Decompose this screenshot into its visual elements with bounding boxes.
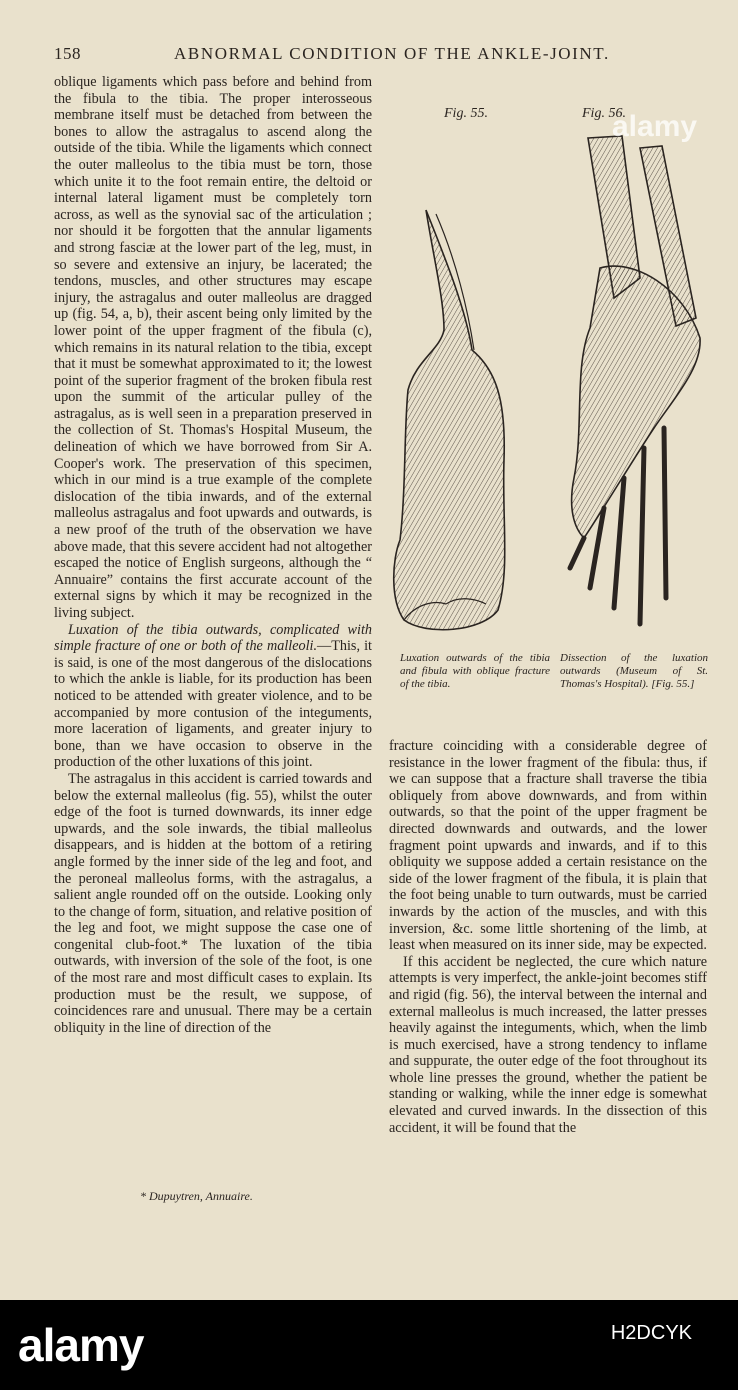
- right-paragraph-1: fracture coinciding with a considerable degree of resistance in the lower fragment of the fibula: thus, if we can suppose that a fracture shall traverse the tibia obliquely from above downwards, and from within outwards, so that the point of the upper fragment be directed downwards and outwards, and the lower fragment point upwards and inwards, and if to this obliquity we suppose added a certain resistance on the side of the lower fragment of the fibula, it is plain that the foot being unable to turn outwards, must be carried inwards by the action of the muscles, and with this inversion, &c. some little shortening of the limb, at least when measured on its inner side, may be expected.: [389, 738, 707, 954]
- page-number: 158: [54, 44, 81, 63]
- left-column: [54, 74, 372, 1036]
- right-column: [389, 738, 707, 1136]
- stock-logo: alamy: [18, 1319, 144, 1371]
- right-paragraph-2: If this accident be neglected, the cure which nature attempts is very imperfect, the ankle-joint becomes stiff and rigid (fig. 56), the interval between the internal and external malleolus is much increased, the latter presses heavily against the integuments, which, when the limb is much exercised, have a strong tendency to inflame and suppurate, the outer edge of the foot throughout its whole line presses the ground, whether the patient be standing or walking, while the inner edge is somewhat elevated and curved inwards. In the dissection of this accident, it will be found that the: [389, 953, 707, 1136]
- fig55-caption: Luxation outwards of the tibia and fibula with oblique fracture of the tibia.: [400, 652, 550, 690]
- fig55-illustration: [386, 200, 532, 640]
- footnote: * Dupuytren, Annuaire.: [140, 1189, 253, 1203]
- left-paragraph-1: oblique ligaments which pass before and behind from the fibula to the tibia. The proper interosseous membrane itself must be detached from between the bones to allow the astragalus to ascend along the outside of the tibia. While the ligaments which connect the outer malleolus to the tibia must be torn, those which unite it to the foot remain entire, the deltoid or internal lateral ligament must be completely torn across, as well as the synovial sac of the articulation ; nor should it be forgotten that the annular ligaments and strong fasciæ at the lower part of the leg, must, in so severe and extensive an injury, be lacerated; the tendons, muscles, and other structures may escape injury, the astragalus and outer malleolus are dragged up (fig. 54, a, b), their ascent being only limited by the lower point of the upper fragment of the fibula (c), which remains in its natural relation to the tibia, except that it must be somewhat approximated to it; the lowest point of the superior fragment of the broken fibula rest upon the summit of the articular pulley of the astragalus, as is well seen in a preparation preserved in the collection of St. Thomas's Hospital Museum, the delineation of which we have borrowed from Sir A. Cooper's work. The preservation of this specimen, which in our mind is a true example of the complete dislocation of the tibia inwards, and of the external malleolus astragalus and foot upwards and outwards, is a new proof of the truth of the observation we have above made, that this severe accident had not altogether escaped the notice of English surgeons, although the “ Annuaire” contains the first accurate account of the external signs by which it may be recognized in the living subject.: [54, 74, 372, 621]
- section-heading: Luxation of the tibia outwards, complicated with simple fracture of one or both of the malleoli.: [54, 621, 372, 655]
- image-id: H2DCYK: [610, 1322, 692, 1344]
- watermark-text: alamy: [612, 110, 698, 143]
- running-header: [54, 44, 714, 68]
- left-paragraph-2-body: —This, it is said, is one of the most dangerous of the dislocations to which the ankle is liable, for its production has been noticed to be attended with greater violence, and to be accompanied by more contusion of the integuments, more laceration of ligaments, and greater injury to bone, than we have occasion to observe in the production of the other luxations of this joint.: [54, 638, 373, 771]
- fig56-label: Fig. 56.: [582, 106, 626, 121]
- left-paragraph-2: [54, 622, 372, 771]
- fig56-illustration: [544, 128, 710, 646]
- fig55-label: Fig. 55.: [444, 106, 488, 121]
- fig56-caption: Dissection of the luxation outwards (Museum of St. Thomas's Hospital). [Fig. 55.]: [560, 652, 708, 690]
- page-title: ABNORMAL CONDITION OF THE ANKLE-JOINT.: [174, 44, 610, 63]
- left-paragraph-3: The astragalus in this accident is carried towards and below the external malleolus (fig. 55), whilst the outer edge of the foot is turned downwards, its inner edge upwards, and the sole inwards, the tibial malleolus disappears, and is hidden at the bottom of a retiring angle formed by the inner side of the leg and foot, and the peroneal malleolus forms, with the astragalus, a salient angle rounded off on the outside. Looking only to the change of form, situation, and relative position of the leg and foot, we might suppose the case one of congenital club-foot.* The luxation of the tibia outwards, with inversion of the sole of the foot, is one of the most rare and most difficult cases to explain. Its production must be the result, we suppose, of coincidences rare and unusual. There may be a certain obliquity in the line of direction of the: [54, 770, 372, 1036]
